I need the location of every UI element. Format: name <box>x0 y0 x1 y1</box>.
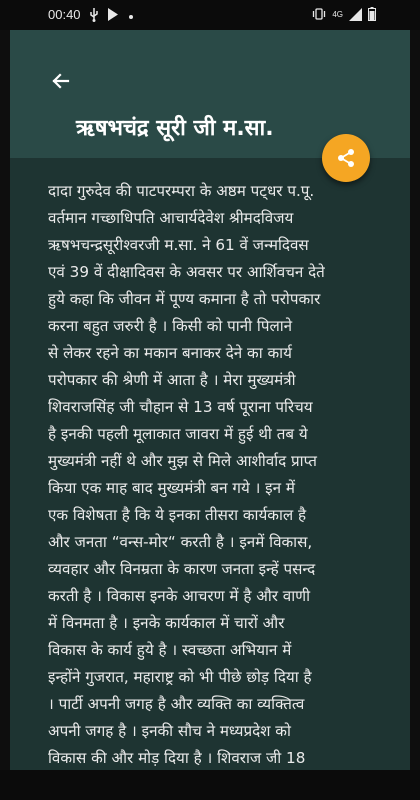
play-store-icon <box>107 8 119 21</box>
article-line: व्यवहार और विनम्रता के कारण जनता इन्हें पसन्द <box>48 560 316 578</box>
article-line: में विनमता है । इनके कार्यकाल में चारों और <box>48 614 285 632</box>
usb-icon <box>88 8 100 22</box>
share-icon <box>336 148 356 168</box>
signal-icon <box>349 8 362 21</box>
arrow-left-icon <box>48 68 74 94</box>
article-line: विकास के कार्य हुये है । स्वच्छता अभियान में <box>48 641 292 659</box>
vibrate-icon <box>312 7 326 21</box>
app-screen <box>10 30 410 800</box>
status-bar <box>0 0 420 30</box>
back-button[interactable] <box>48 68 74 94</box>
article-line: दादा गुरुदेव की पाटपरम्परा के अष्ठम पट्धर प.पू. <box>48 182 315 200</box>
article-line: विकास की और मोड़ दिया है । शिवराज जी 18 <box>48 749 306 767</box>
article-line: शिवराजसिंह जी चौहान से 13 वर्ष पूराना परिचय <box>48 398 313 416</box>
notification-dot-icon <box>126 10 136 20</box>
bottom-bar <box>0 770 420 800</box>
article-line: करना बहुत जरुरी है । किसी को पानी पिलाने <box>48 317 293 335</box>
page-title: ऋषभचंद्र सूरी जी म.सा. <box>76 116 274 141</box>
article-line: अपनी जगह है । इनकी सौच ने मध्यप्रदेश को <box>48 722 291 740</box>
article-line: एक विशेषता है कि ये इनका तीसरा कार्यकाल है <box>48 506 307 524</box>
status-time: 00:40 <box>48 7 81 22</box>
article-line: इन्होंने गुजरात, महाराष्ट्र को भी पीछे छोड़ दिया है <box>48 668 312 686</box>
article-line: ऋषभचन्द्रसूरीश्वरजी म.सा. ने 61 वें जन्मदिवस <box>48 236 309 254</box>
article-line: है इनकी पहली मूलाकात जावरा में हुई थी तब ये <box>48 425 308 443</box>
article-line: से लेकर रहने का मकान बनाकर देने का कार्य <box>48 344 292 362</box>
network-type: 4G <box>332 9 343 19</box>
article-line: मुख्यमंत्री नहीं थे और मुझ से मिले आशीर्वाद प्राप्त <box>48 452 317 470</box>
article-line: । पार्टी अपनी जगह है और व्यक्ति का व्यक्तित्व <box>48 695 305 713</box>
article-body <box>48 178 368 799</box>
article-line: हुये कहा कि जीवन में पूण्य कमाना है तो परोपकार <box>48 290 321 308</box>
battery-icon <box>368 7 376 21</box>
article-line: परोपकार की श्रेणी में आता है । मेरा मुख्यमंत्री <box>48 371 296 389</box>
article-line: वर्तमान गच्छाधिपति आचार्यदेवेश श्रीमदविजय <box>48 209 294 227</box>
share-button[interactable] <box>322 134 370 182</box>
article-line: करती है । विकास इनके आचरण में है और वाणी <box>48 587 311 605</box>
article-line: और जनता “वन्स-मोर“ करती है । इनमें विकास, <box>48 533 313 551</box>
article-line: किया एक माह बाद मुख्यमंत्री बन गये । इन में <box>48 479 295 497</box>
article-line: एवं 39 वें दीक्षादिवस के अवसर पर आर्शिवचन देते <box>48 263 325 281</box>
